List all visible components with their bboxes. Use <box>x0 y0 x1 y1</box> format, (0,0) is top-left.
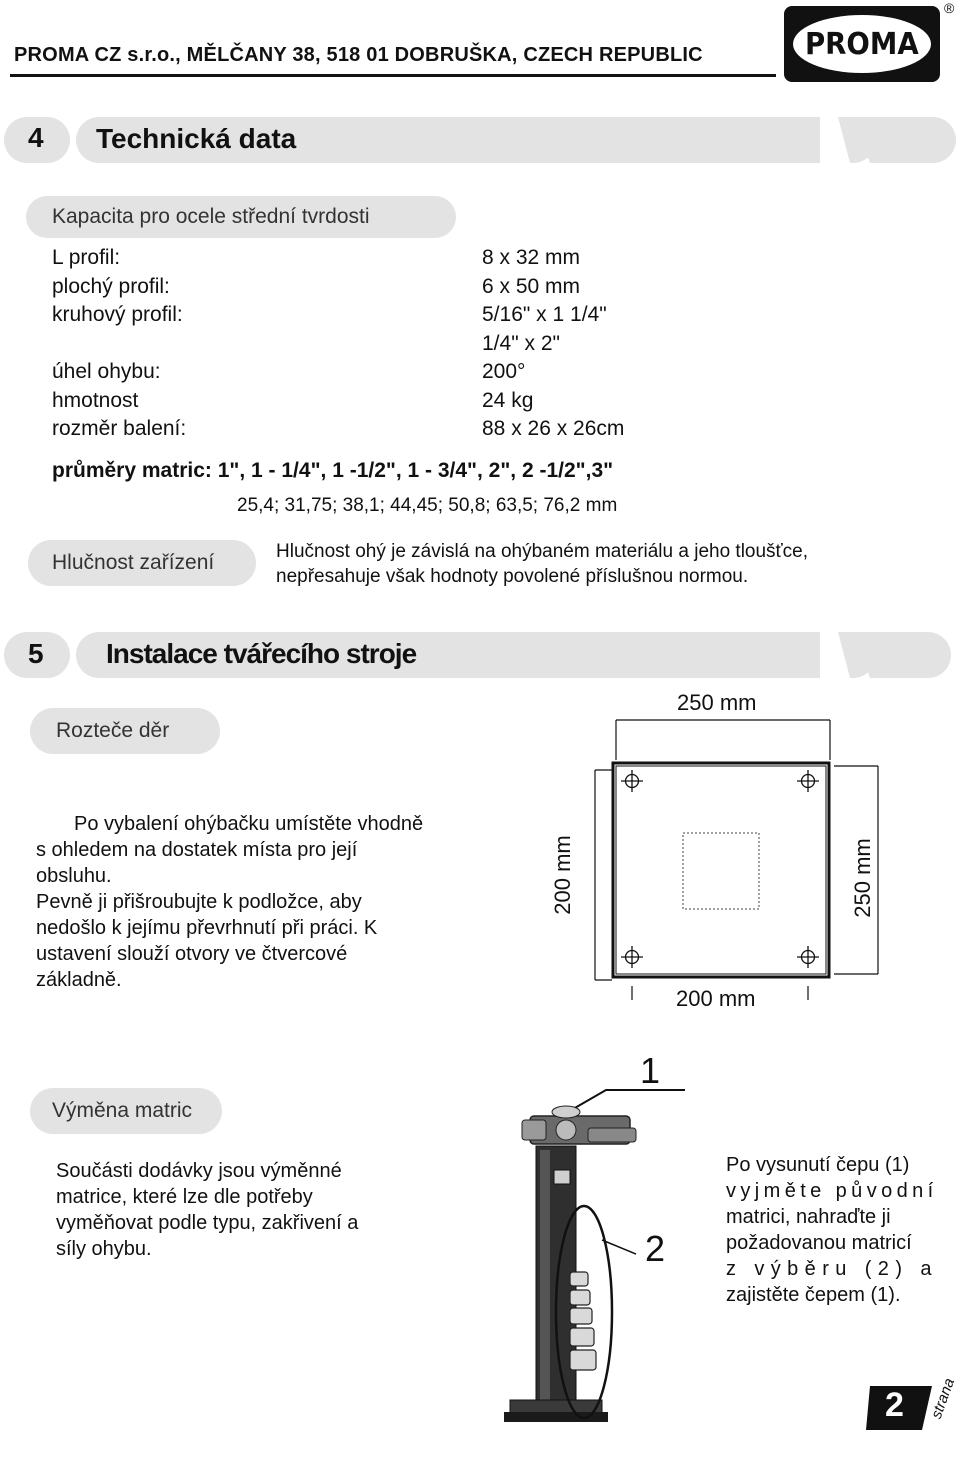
base-plate-drawing <box>520 680 900 1020</box>
pin-line: vyjměte původní <box>726 1180 938 1202</box>
spec-values <box>482 244 624 444</box>
pin-line: Po vysunutí čepu (1) <box>726 1154 910 1176</box>
section4-number: 4 <box>28 122 44 153</box>
die-diameters-mm: 25,4; 31,75; 38,1; 44,45; 50,8; 63,5; 76,2 mm <box>237 495 618 516</box>
holes-pill <box>30 708 220 754</box>
callout-1: 1 <box>640 1050 661 1091</box>
noise-text-line2: nepřesahuje však hodnoty povolené příslušnou normou. <box>276 566 749 587</box>
spec-value: 5/16" x 1 1/4" <box>482 303 607 326</box>
noise-text-line1: Hlučnost ohý je závislá na ohýbaném materiálu a jeho tloušťce, <box>276 541 809 562</box>
install-line: s ohledem na dostatek místa pro její <box>36 839 358 861</box>
registered-mark: ® <box>944 0 955 16</box>
spec-label: L profil: <box>52 246 121 269</box>
spec-label: kruhový profil: <box>52 303 183 326</box>
spec-value: 6 x 50 mm <box>482 274 581 298</box>
spec-value: 8 x 32 mm <box>482 246 581 269</box>
dim-bottom-label: 200 mm <box>676 986 756 1011</box>
pin-line: požadovanou matricí <box>726 1232 912 1254</box>
capacity-pill <box>26 196 456 238</box>
spec-label: plochý profil: <box>52 274 170 298</box>
callout-2: 2 <box>645 1228 666 1269</box>
logo-text: PROMA <box>805 26 919 62</box>
capacity-pill-label: Kapacita pro ocele střední tvrdosti <box>52 205 370 228</box>
pin-text <box>726 1152 942 1308</box>
page-word: strana <box>927 1376 959 1422</box>
install-line: ustavení slouží otvory ve čtvercové <box>36 943 348 965</box>
die-line: matrice, které lze dle potřeby <box>56 1186 313 1208</box>
section5-title: Instalace tvářecího stroje <box>106 638 417 669</box>
noise-pill-label: Hlučnost zařízení <box>52 551 215 574</box>
die-change-pill <box>30 1088 222 1134</box>
section4-bar-tail <box>820 115 956 165</box>
spec-label: rozměr balení: <box>52 417 187 440</box>
spec-label: hmotnost <box>52 388 139 412</box>
section4-title: Technická data <box>96 123 297 154</box>
noise-pill <box>28 540 256 586</box>
spec-value: 1/4" x 2" <box>482 331 560 355</box>
die-change-pill-label: Výměna matric <box>52 1099 193 1122</box>
install-line: základně. <box>36 969 122 991</box>
holes-pill-label: Rozteče děr <box>56 719 170 742</box>
spec-labels <box>52 244 186 444</box>
section5-number: 5 <box>28 638 44 669</box>
dim-right-label: 250 mm <box>850 838 875 918</box>
pin-line: z výběru (2) a <box>726 1258 938 1280</box>
install-line: Po vybalení ohýbačku umístěte vhodně <box>74 813 424 835</box>
die-line: Součásti dodávky jsou výměnné <box>56 1160 342 1182</box>
die-line: síly ohybu. <box>56 1238 152 1260</box>
spec-label <box>52 330 186 359</box>
spec-value: 200° <box>482 360 526 383</box>
die-line: vyměňovat podle typu, zakřivení a <box>56 1212 359 1234</box>
die-diameters: průměry matric: 1", 1 - 1/4", 1 -1/2", 1 - 3/4", 2", 2 -1/2",3" <box>52 459 614 482</box>
page-number: 2 <box>885 1386 904 1424</box>
header-rule <box>10 74 776 77</box>
bender-machine-illustration <box>470 1050 710 1440</box>
pin-line: matrici, nahraďte ji <box>726 1206 891 1228</box>
section5-bar-tail <box>820 630 956 680</box>
spec-label: úhel ohybu: <box>52 360 161 383</box>
die-text <box>56 1158 476 1262</box>
proma-logo <box>784 6 940 82</box>
install-line: obsluhu. <box>36 865 112 887</box>
install-line: nedošlo k jejímu převrhnutí při práci. K <box>36 917 378 939</box>
spec-value: 88 x 26 x 26cm <box>482 417 625 440</box>
pin-line: zajistěte čepem (1). <box>726 1284 901 1306</box>
spec-value: 24 kg <box>482 388 534 412</box>
company-address: PROMA CZ s.r.o., MĚLČANY 38, 518 01 DOBRUŠKA, CZECH REPUBLIC <box>14 44 703 66</box>
dim-top-label: 250 mm <box>677 690 757 715</box>
install-line: Pevně ji přišroubujte k podložce, aby <box>36 891 362 913</box>
dim-left-label: 200 mm <box>550 835 575 915</box>
install-text <box>36 811 486 993</box>
